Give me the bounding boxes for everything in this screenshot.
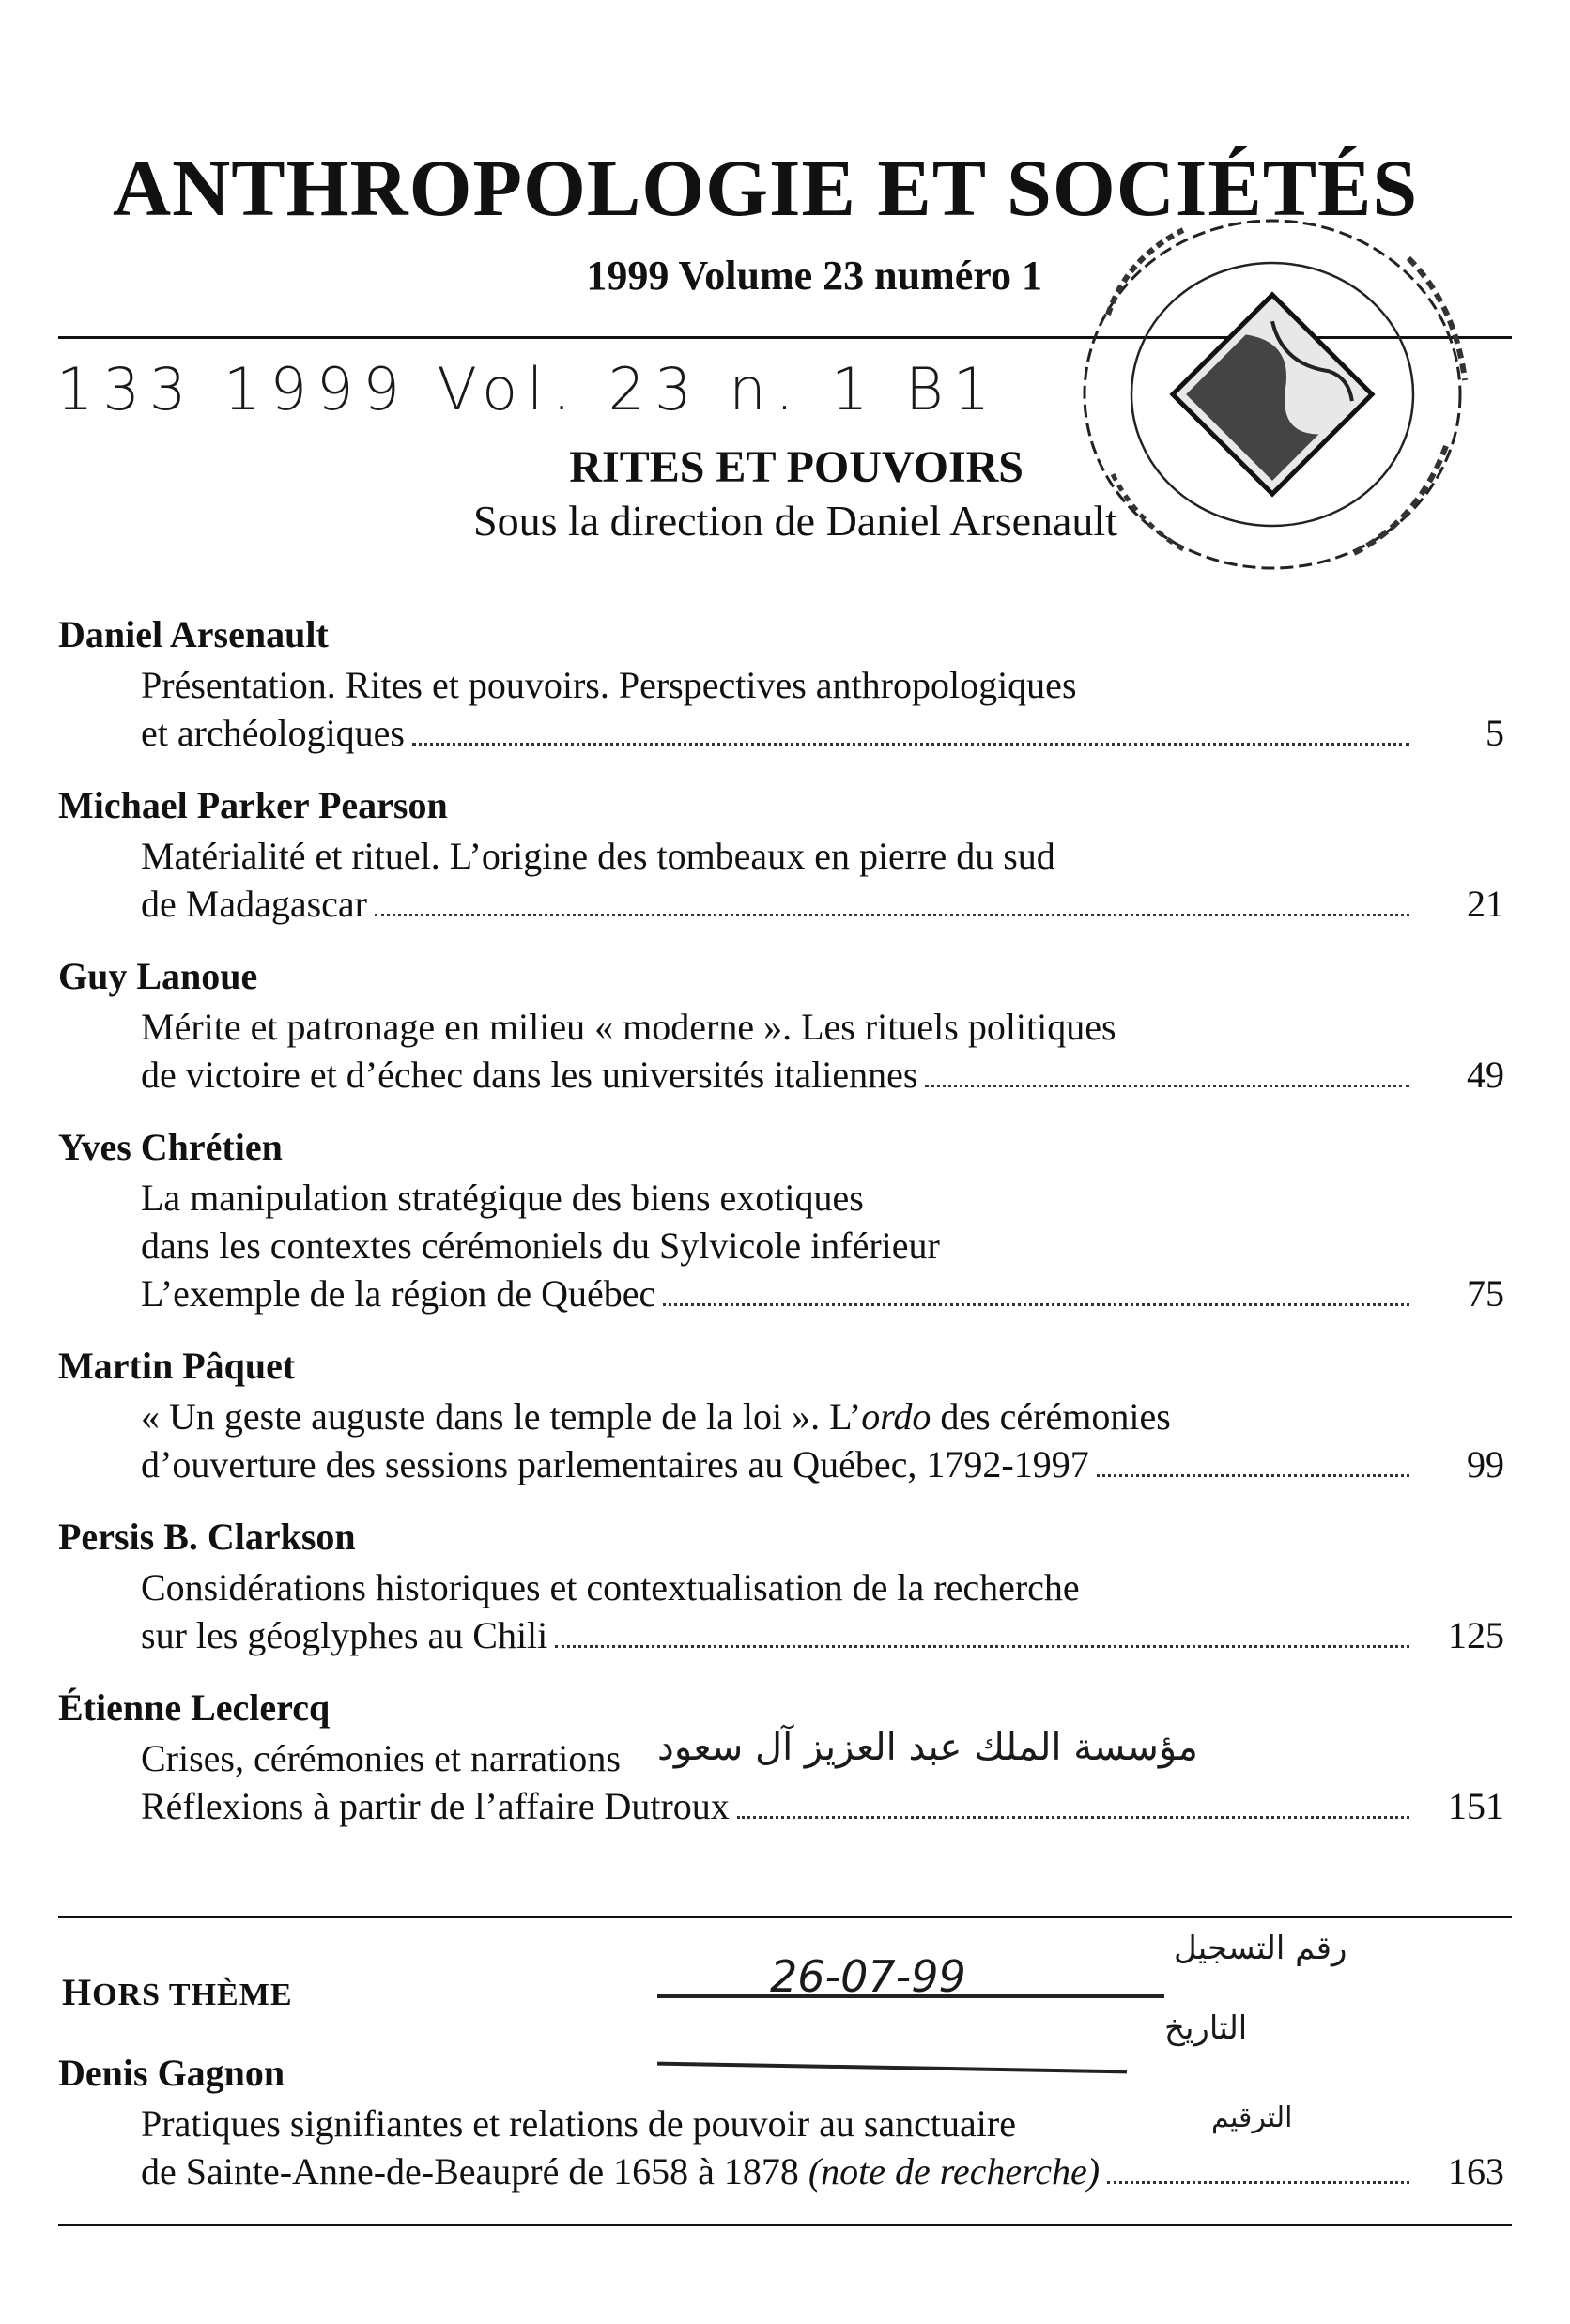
article-title-line: sur les géoglyphes au Chili (141, 1614, 548, 1656)
page-number: 163 (1448, 2150, 1504, 2193)
leader-dots (737, 1807, 1409, 1819)
author-name: Étienne Leclercq (58, 1686, 331, 1729)
page-number: 75 (1467, 1272, 1504, 1315)
handwritten-date: 26-07-99 (770, 1951, 966, 2002)
bottom-rule (58, 2224, 1512, 2226)
leader-dots (663, 1294, 1409, 1306)
registration-label: رقم التسجيل (1174, 1930, 1347, 1967)
article-title-line: Crises, cérémonies et narrations (141, 1737, 621, 1779)
article-title-line: Présentation. Rites et pouvoirs. Perspectives anthropologiques (141, 664, 1077, 706)
page-number: 125 (1448, 1614, 1504, 1656)
issue-info: 1999 Volume 23 numéro 1 (586, 253, 1042, 299)
author-name: Denis Gagnon (58, 2052, 285, 2094)
leader-dots (375, 904, 1409, 916)
author-name: Guy Lanoue (58, 955, 258, 997)
page-number: 99 (1467, 1443, 1504, 1485)
article-title-line: d’ouverture des sessions parlementaires au Québec, 1792-1997 (141, 1443, 1089, 1485)
page-number: 49 (1467, 1054, 1504, 1096)
number-label: الترقيم (1211, 2101, 1293, 2134)
article-title-line: Mérite et patronage en milieu « moderne ». Les rituels politiques (141, 1006, 1116, 1048)
library-stamp-icon (1070, 202, 1493, 577)
toc-entry-4 (58, 1121, 1504, 1317)
article-title-line: de victoire et d’échec dans les universités italiennes (141, 1054, 918, 1096)
leader-dots (1097, 1465, 1409, 1477)
leader-dots (1107, 2172, 1409, 2184)
article-title-line: La manipulation stratégique des biens exotiques (141, 1177, 864, 1219)
date-label: التاريخ (1164, 2009, 1248, 2047)
toc-entry-3 (58, 950, 1504, 1099)
author-name: Michael Parker Pearson (58, 784, 448, 826)
toc-entry-6 (58, 1511, 1504, 1659)
article-title-line: Pratiques signifiantes et relations de pouvoir au sanctuaire (141, 2102, 1016, 2145)
article-title-line: dans les contextes cérémoniels du Sylvicole inférieur (141, 1224, 940, 1267)
article-title-line: Réflexions à partir de l’affaire Dutroux (141, 1785, 730, 1827)
article-title-line: de Madagascar (141, 883, 367, 925)
leader-dots (555, 1636, 1409, 1648)
page-number: 5 (1485, 712, 1504, 754)
hors-theme-label: HORS THÈME (62, 1971, 293, 2013)
leader-dots (412, 733, 1409, 746)
section-rule (58, 1916, 1512, 1918)
article-title-line: et archéologiques (141, 712, 405, 754)
theme-title: RITES ET POUVOIRS (569, 442, 1024, 492)
page-number: 21 (1467, 883, 1504, 925)
handwritten-reference: 133 1999 Vol. 23 n. 1 B1 (56, 355, 1000, 423)
toc-entry-5 (58, 1340, 1504, 1488)
hors-theme-entry (58, 2047, 1504, 2218)
page-number: 151 (1448, 1785, 1504, 1827)
journal-title: ANTHROPOLOGIE ET SOCIÉTÉS (113, 143, 1419, 233)
toc-entry-8 (58, 2047, 1504, 2195)
theme-editor: Sous la direction de Daniel Arsenault (472, 497, 1117, 545)
article-title-line: de Sainte-Anne-de-Beaupré de 1658 à 1878 (note de recherche) (141, 2150, 1101, 2193)
article-title-line: « Un geste auguste dans le temple de la loi ». L’ordo des cérémonies (141, 1395, 1171, 1438)
leader-dots (925, 1075, 1409, 1087)
author-name: Yves Chrétien (58, 1126, 283, 1168)
author-name: Persis B. Clarkson (58, 1516, 356, 1558)
toc-entry-1 (58, 608, 1504, 757)
author-name: Daniel Arsenault (58, 613, 329, 655)
table-of-contents (58, 608, 1504, 1853)
article-title-line: L’exemple de la région de Québec (141, 1272, 656, 1315)
article-title-line: Matérialité et rituel. L’origine des tombeaux en pierre du sud (141, 835, 1055, 877)
article-title-line: Considérations historiques et contextualisation de la recherche (141, 1566, 1080, 1608)
author-name: Martin Pâquet (58, 1345, 296, 1387)
toc-entry-2 (58, 779, 1504, 928)
handwritten-institution-note: مؤسسة الملك عبد العزيز آل سعود (657, 1726, 1198, 1769)
